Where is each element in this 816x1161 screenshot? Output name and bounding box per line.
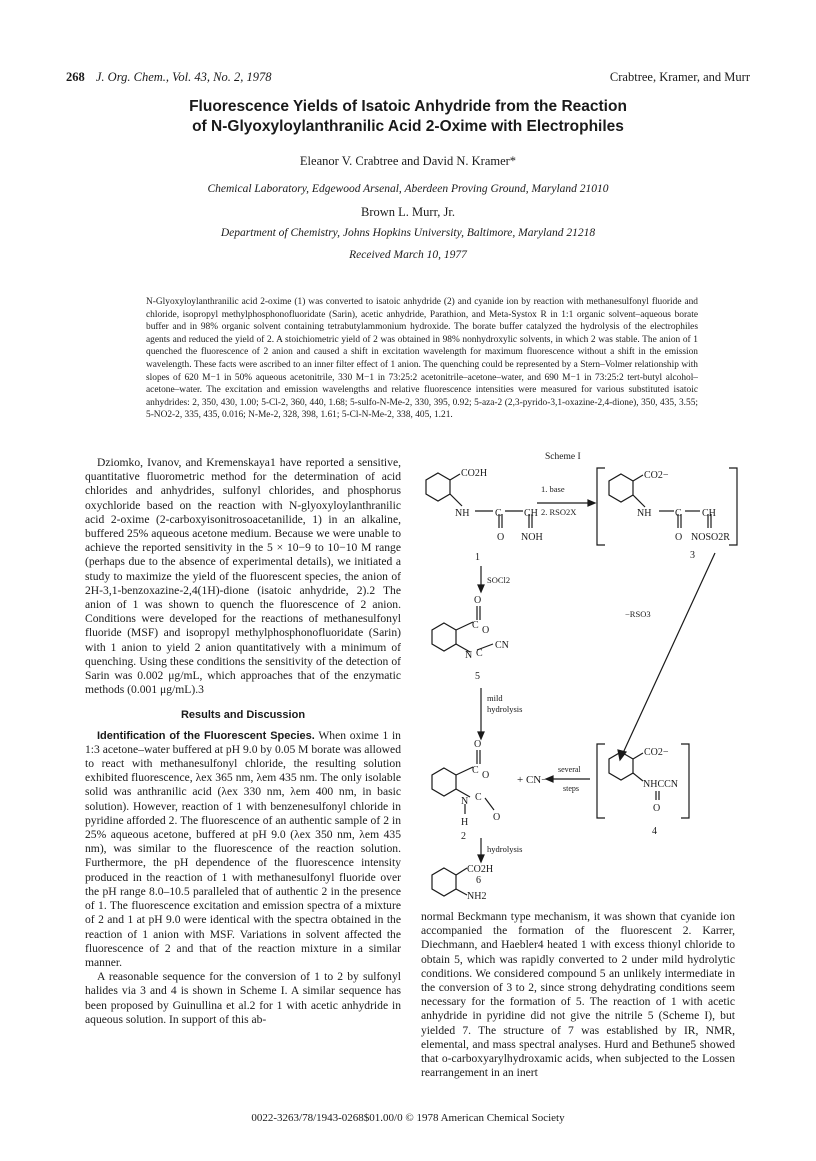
c3-co2: CO2− bbox=[644, 470, 669, 481]
step-2-label: 2. RSO2X bbox=[541, 507, 577, 517]
c3-nh: NH bbox=[637, 508, 652, 519]
page-number: 268 bbox=[66, 70, 85, 84]
c2-c: C bbox=[472, 765, 479, 776]
scheme-1-diagram bbox=[415, 448, 745, 900]
compound-4-label: 4 bbox=[652, 826, 657, 837]
compound-6-label: 6 bbox=[476, 875, 481, 886]
c2-o2: O bbox=[482, 770, 490, 781]
c5-cn: CN bbox=[495, 640, 509, 651]
c5-c: C bbox=[472, 620, 479, 631]
c1-o: O bbox=[497, 532, 505, 543]
abstract: N-Glyoxyloylanthranilic acid 2-oxime (1) was converted to isatoic anhydride (2) and cyanide ion by reaction with methanesulfonyl fluoride and chloride, isopropyl methylphosphonofluoridate (Sarin), acetic anhydride, Parathion, and Meta-Systox R in 1:1 organic solvent–aqueous borate buffer and in 98% organic solvent containing tetrabutylammonium hydroxide. The borate buffer catalyzed the hydrolysis of the electrophiles agents and reduced the yield of 2. A stoichiometric yield of 2 was obtained in 98% nonhydroxylic solvents, in which 2 was stable. The anion of 1 quenched the fluorescence of 2 anion and caused a shift in excitation wavelength for maximum fluorescence without a shift in the emission wavelength. These facts were ascribed to an inner filter effect of 1 anion. The quenching could be represented by a Stern–Volmer relationship with slopes of 620 M−1 in 50% aqueous acetonitrile, 330 M−1 in 73:25:2 acetonitrile–acetone–water, and 690 M−1 in 73:25:2 tert-butyl alcohol–acetone–water. The excitation and emission wavelengths and relative fluorescence intensities were measured for various substituted isatoic anhydrides: 2, 350, 430, 1.00; 5-Cl-2, 360, 440, 1.68; 5-sulfo-N-Me-2, 330, 395, 0.92; 5-aza-2 (2,3-pyrido-3,1-oxazine-2,4-dione), 350, 435, 3.55; 5-NO2-2, 335, 435, 0.016; N-Me-2, 328, 398, 1.61; 5-Cl-N-Me-2, 338, 405, 1.21. bbox=[146, 297, 698, 421]
c4-co2: CO2− bbox=[644, 747, 669, 758]
intro-paragraph: Dziomko, Ivanov, and Kremenskaya1 have reported a sensitive, quantitative fluorometric method for the determination of acid chlorides and anhydrides, sulfonyl chlorides, and phosphorus oxychloride based on the reaction with N-glyoxyloylanthranilic acid 2-oxime (2-carboxyisonitrosoacetanilide, 1) in an alkaline, buffered 25% aqueous acetone medium. Because we were unable to achieve the reported sensitivity in the 5 × 10−9 to 10−10 M range (perhaps due to the absence of experimental details), we initiated a study to maximize the yield of the fluorescent species, the anion of 2H-3,1-benzoxazine-2,4(1H)-dione (isatoic anhydride, 2).2 The anion of 1 was shown to quench the fluorescence of 2 anion. Conditions were developed for the reactions of methanesulfonyl fluoride (MSF) and isopropyl methylphosphonofluoridate (Sarin) with 1 anion to yield 2 anion quantitatively with a minimum of quenching. Using these conditions the sensitivity of the detection of Sarin was 0.002 μg/mL, which approaches that of the enzymatic methods (0.001 μg/mL).3 bbox=[85, 456, 401, 697]
c3-o: O bbox=[675, 532, 683, 543]
mild-label: mild bbox=[487, 693, 503, 703]
c2-h: H bbox=[461, 817, 469, 828]
c2-o3: O bbox=[493, 812, 501, 823]
c1-ch: CH bbox=[524, 508, 538, 519]
runin-heading: Identification of the Fluorescent Species. bbox=[97, 729, 315, 742]
c3-ch: CH bbox=[702, 508, 716, 519]
compound-1-label: 1 bbox=[475, 552, 480, 563]
minus-rso3-label: −RSO3 bbox=[625, 609, 651, 619]
authors-line-1: Eleanor V. Crabtree and David N. Kramer* bbox=[299, 154, 517, 168]
page-footer: 0022-3263/78/1943-0268$01.00/0 © 1978 American Chemical Society bbox=[251, 1112, 565, 1124]
steps-label: steps bbox=[563, 784, 579, 793]
compound-3-label: 3 bbox=[690, 550, 695, 561]
compound-2-label: 2 bbox=[461, 831, 466, 842]
c5-o2: O bbox=[482, 625, 490, 636]
running-authors: Crabtree, Kramer, and Murr bbox=[609, 70, 750, 84]
authors-line-2: Brown L. Murr, Jr. bbox=[361, 205, 455, 219]
plus-cyanide: + CN− bbox=[517, 774, 548, 786]
c3-c: C bbox=[675, 508, 682, 519]
c6-nh2: NH2 bbox=[467, 891, 487, 900]
page-header bbox=[66, 70, 750, 85]
compound-5-label: 5 bbox=[475, 671, 480, 682]
c1-co2h: CO2H bbox=[461, 468, 488, 479]
title-line-1: Fluorescence Yields of Isatoic Anhydride from the Reaction bbox=[189, 98, 627, 115]
socl2-reagent: SOCl2 bbox=[487, 575, 511, 585]
c1-nh: NH bbox=[455, 508, 470, 519]
scheme-title: Scheme I bbox=[545, 452, 581, 462]
c2-c2: C bbox=[475, 792, 482, 803]
article-title bbox=[66, 97, 750, 137]
results-paragraph: When oxime 1 in 1:3 acetone–water buffered at pH 9.0 by 0.05 M borate was allowed to react with methanesulfonyl chloride, the resulting solution exhibited fluorescence, λex 365 nm, λem 435 nm. The only isolable solid was anthranilic acid (λex 330 nm, λem 400 nm, in basic solution). However, reaction of 1 with benzenesulfonyl chloride in pyridine afforded 2. The fluorescence of an authentic sample of 2 in 25% aqueous acetone, buffered at pH 9.0 (λex 350 nm, λem 435 nm), was similar to the fluorescence of the reaction solution. Furthermore, the pH dependence of the fluorescence intensity produced in the reaction of 1 with methanesulfonyl fluoride over the pH range 8.0–10.5 paralleled that of authentic 2 in the presence of 1. The fluorescence excitation and emission spectra of a mixture of 2 and 1 at pH 9.0 were identical with the spectra obtained in the reaction of 1 anion with MSF. Variations in solvent affected the fluorescence of 2 and that of the reaction mixture in a similar manner. bbox=[85, 728, 401, 969]
left-column bbox=[85, 456, 401, 1027]
received-date: Received March 10, 1977 bbox=[349, 249, 467, 261]
c6-co2h: CO2H bbox=[467, 864, 494, 875]
affiliation-1: Chemical Laboratory, Edgewood Arsenal, Aberdeen Proving Ground, Maryland 21010 bbox=[207, 183, 609, 195]
right-paragraph: normal Beckmann type mechanism, it was shown that cyanide ion accompanied the formation of the fluorescent 2. Karrer, Diechmann, and Haebler4 heated 1 with excess thionyl chloride to obtain 5, which was rapidly converted to 2 under mild hydrolytic conditions. We considered compound 5 an unlikely intermediate in the conversion of 3 to 2, since strong dehydrating conditions seem necessary for the formation of 5. The reaction of 1 with acetic anhydride in pyridine did not give the nitrile 5 (Scheme I), but yielded 7. The structure of 7 was established by IR, NMR, elemental, and mass spectral analyses. Hurd and Bethune5 showed that o-carboxyarylhydroxamic acids, when subjected to the Lossen rearrangement in an inert bbox=[421, 910, 735, 1080]
c5-o: O bbox=[474, 595, 482, 606]
c5-c2: C bbox=[476, 648, 483, 659]
c3-noso2r: NOSO2R bbox=[691, 532, 730, 543]
c4-o: O bbox=[653, 803, 661, 814]
title-line-2: of N-Glyoxyloylanthranilic Acid 2-Oxime with Electrophiles bbox=[192, 118, 624, 135]
c2-o: O bbox=[474, 739, 482, 750]
affiliation-2: Department of Chemistry, Johns Hopkins University, Baltimore, Maryland 21218 bbox=[220, 227, 596, 239]
journal-citation: J. Org. Chem., Vol. 43, No. 2, 1978 bbox=[95, 70, 272, 84]
right-column bbox=[421, 910, 735, 1080]
c2-n: N bbox=[461, 796, 469, 807]
c5-n: N bbox=[465, 650, 473, 661]
several-label: several bbox=[558, 765, 581, 774]
hydrolysis-label: hydrolysis bbox=[487, 704, 523, 714]
c1-c: C bbox=[495, 508, 502, 519]
section-heading: Results and Discussion bbox=[180, 709, 306, 722]
scheme-paragraph: A reasonable sequence for the conversion of 1 to 2 by sulfonyl halides via 3 and 4 is shown in Scheme I. A similar sequence has been proposed by Guinullina et al.2 for 1 with acetic anhydride in aqueous solution. In support of this ab- bbox=[85, 970, 401, 1026]
hydrolysis-label-2: hydrolysis bbox=[487, 844, 523, 854]
step-1-label: 1. base bbox=[541, 484, 565, 494]
c4-nhccn: NHCCN bbox=[643, 779, 679, 790]
c1-noh: NOH bbox=[521, 532, 543, 543]
